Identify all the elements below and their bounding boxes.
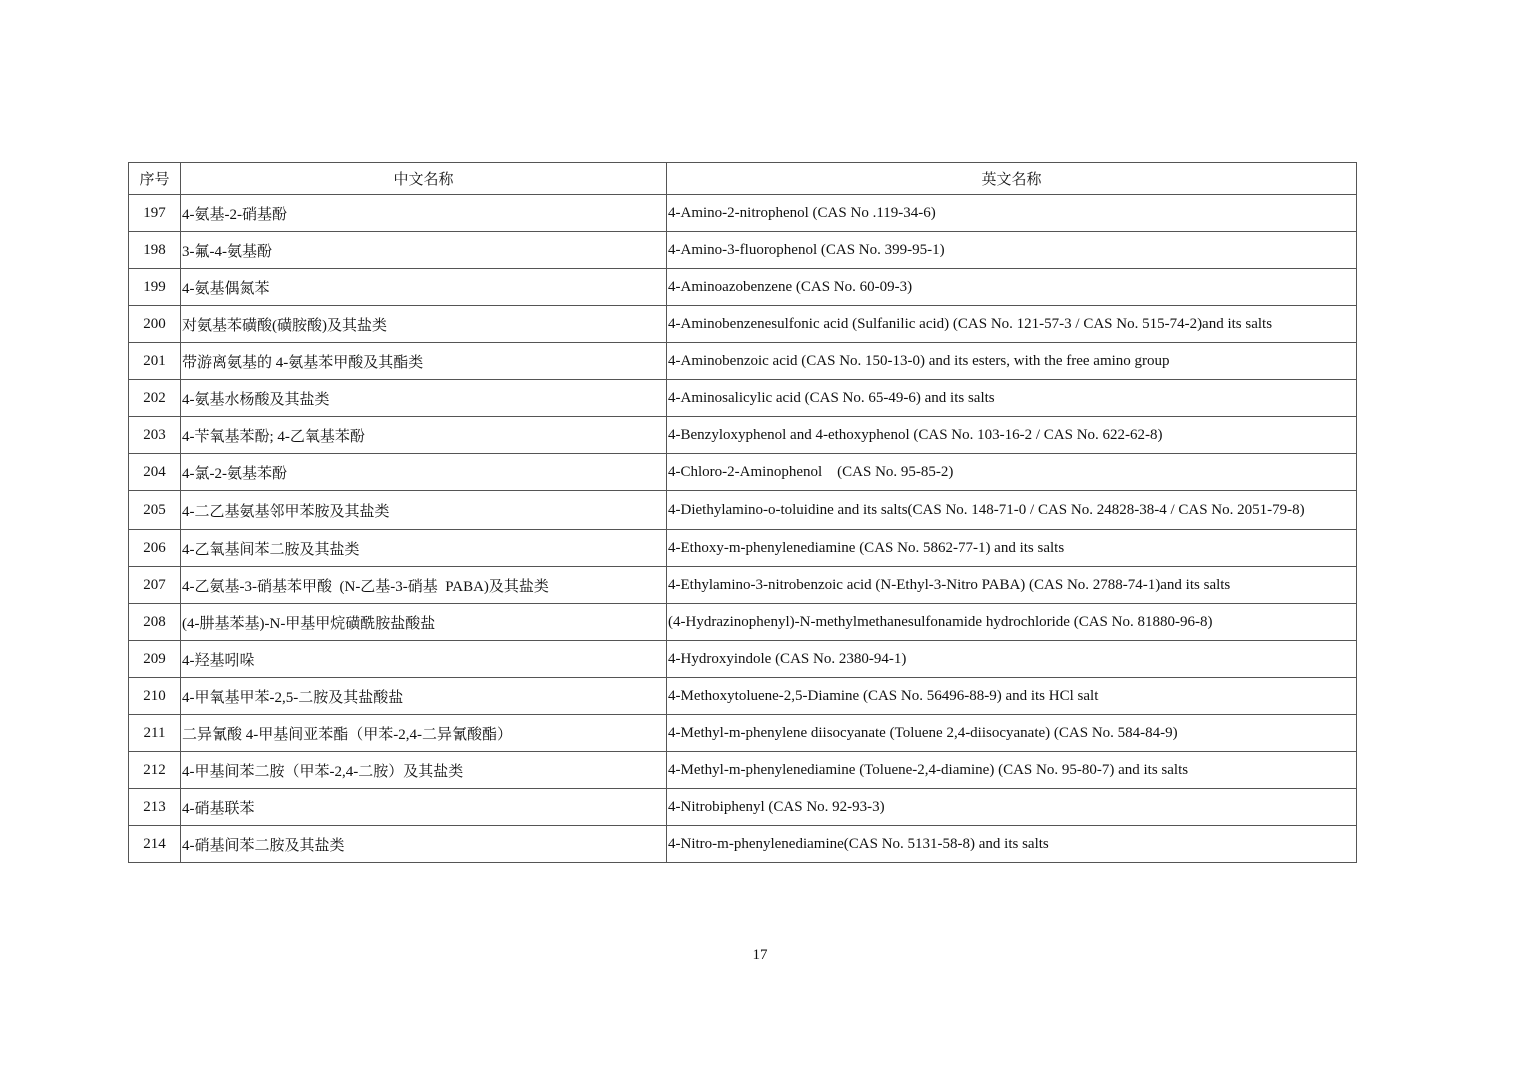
- row-serial-number: 206: [129, 530, 181, 567]
- header-chinese-name: 中文名称: [181, 163, 667, 195]
- table-row: [129, 269, 1357, 306]
- row-english-name: 4-Aminobenzenesulfonic acid (Sulfanilic acid) (CAS No. 121-57-3 / CAS No. 515-74-2)and its salts: [667, 306, 1357, 343]
- row-serial-number: 203: [129, 417, 181, 454]
- row-serial-number: 202: [129, 380, 181, 417]
- table-header-row: [129, 163, 1357, 195]
- row-chinese-name: 4-氯-2-氨基苯酚: [181, 454, 667, 491]
- row-english-name: 4-Amino-2-nitrophenol (CAS No .119-34-6): [667, 195, 1357, 232]
- table-row: [129, 641, 1357, 678]
- row-chinese-name: 4-苄氧基苯酚; 4-乙氧基苯酚: [181, 417, 667, 454]
- row-serial-number: 207: [129, 567, 181, 604]
- row-serial-number: 199: [129, 269, 181, 306]
- row-english-name: 4-Benzyloxyphenol and 4-ethoxyphenol (CAS No. 103-16-2 / CAS No. 622-62-8): [667, 417, 1357, 454]
- row-english-name: (4-Hydrazinophenyl)-N-methylmethanesulfonamide hydrochloride (CAS No. 81880-96-8): [667, 604, 1357, 641]
- row-serial-number: 201: [129, 343, 181, 380]
- table-row: [129, 232, 1357, 269]
- table-row: [129, 343, 1357, 380]
- row-serial-number: 197: [129, 195, 181, 232]
- table-row: [129, 826, 1357, 863]
- row-chinese-name: 4-氨基偶氮苯: [181, 269, 667, 306]
- row-english-name: 4-Hydroxyindole (CAS No. 2380-94-1): [667, 641, 1357, 678]
- row-english-name: 4-Methyl-m-phenylenediamine (Toluene-2,4-diamine) (CAS No. 95-80-7) and its salts: [667, 752, 1357, 789]
- row-chinese-name: (4-肼基苯基)-N-甲基甲烷磺酰胺盐酸盐: [181, 604, 667, 641]
- substance-table: [128, 162, 1357, 863]
- row-english-name: 4-Aminobenzoic acid (CAS No. 150-13-0) and its esters, with the free amino group: [667, 343, 1357, 380]
- row-serial-number: 211: [129, 715, 181, 752]
- table-row: [129, 530, 1357, 567]
- row-serial-number: 212: [129, 752, 181, 789]
- row-serial-number: 210: [129, 678, 181, 715]
- row-chinese-name: 带游离氨基的 4-氨基苯甲酸及其酯类: [181, 343, 667, 380]
- row-english-name: 4-Diethylamino-o-toluidine and its salts(CAS No. 148-71-0 / CAS No. 24828-38-4 / CAS No. 2051-79-8): [667, 491, 1357, 530]
- table-row: [129, 789, 1357, 826]
- row-chinese-name: 4-二乙基氨基邻甲苯胺及其盐类: [181, 491, 667, 530]
- row-chinese-name: 4-氨基-2-硝基酚: [181, 195, 667, 232]
- table-row: [129, 380, 1357, 417]
- row-serial-number: 200: [129, 306, 181, 343]
- row-english-name: 4-Methyl-m-phenylene diisocyanate (Toluene 2,4-diisocyanate) (CAS No. 584-84-9): [667, 715, 1357, 752]
- row-english-name: 4-Chloro-2-Aminophenol (CAS No. 95-85-2): [667, 454, 1357, 491]
- table-row: [129, 678, 1357, 715]
- table-row: [129, 567, 1357, 604]
- row-serial-number: 205: [129, 491, 181, 530]
- table-row: [129, 306, 1357, 343]
- row-english-name: 4-Aminoazobenzene (CAS No. 60-09-3): [667, 269, 1357, 306]
- row-chinese-name: 对氨基苯磺酸(磺胺酸)及其盐类: [181, 306, 667, 343]
- page-number: 17: [752, 947, 768, 963]
- table-row: [129, 715, 1357, 752]
- row-english-name: 4-Nitro-m-phenylenediamine(CAS No. 5131-58-8) and its salts: [667, 826, 1357, 863]
- row-english-name: 4-Amino-3-fluorophenol (CAS No. 399-95-1): [667, 232, 1357, 269]
- row-chinese-name: 4-硝基联苯: [181, 789, 667, 826]
- row-english-name: 4-Nitrobiphenyl (CAS No. 92-93-3): [667, 789, 1357, 826]
- table-row: [129, 752, 1357, 789]
- row-serial-number: 208: [129, 604, 181, 641]
- header-english-name: 英文名称: [667, 163, 1357, 195]
- row-serial-number: 214: [129, 826, 181, 863]
- row-chinese-name: 4-羟基吲哚: [181, 641, 667, 678]
- row-serial-number: 209: [129, 641, 181, 678]
- row-english-name: 4-Aminosalicylic acid (CAS No. 65-49-6) and its salts: [667, 380, 1357, 417]
- row-english-name: 4-Methoxytoluene-2,5-Diamine (CAS No. 56496-88-9) and its HCl salt: [667, 678, 1357, 715]
- row-chinese-name: 4-甲基间苯二胺（甲苯-2,4-二胺）及其盐类: [181, 752, 667, 789]
- table-row: [129, 604, 1357, 641]
- row-chinese-name: 3-氟-4-氨基酚: [181, 232, 667, 269]
- row-chinese-name: 4-氨基水杨酸及其盐类: [181, 380, 667, 417]
- row-serial-number: 213: [129, 789, 181, 826]
- header-serial-number: 序号: [129, 163, 181, 195]
- table-row: [129, 195, 1357, 232]
- row-chinese-name: 4-乙氧基间苯二胺及其盐类: [181, 530, 667, 567]
- row-chinese-name: 4-硝基间苯二胺及其盐类: [181, 826, 667, 863]
- row-english-name: 4-Ethoxy-m-phenylenediamine (CAS No. 5862-77-1) and its salts: [667, 530, 1357, 567]
- row-english-name: 4-Ethylamino-3-nitrobenzoic acid (N-Ethyl-3-Nitro PABA) (CAS No. 2788-74-1)and its salts: [667, 567, 1357, 604]
- table-row: [129, 417, 1357, 454]
- row-chinese-name: 4-乙氨基-3-硝基苯甲酸 (N-乙基-3-硝基 PABA)及其盐类: [181, 567, 667, 604]
- row-serial-number: 204: [129, 454, 181, 491]
- row-serial-number: 198: [129, 232, 181, 269]
- row-chinese-name: 二异氰酸 4-甲基间亚苯酯（甲苯-2,4-二异氰酸酯）: [181, 715, 667, 752]
- table-row: [129, 454, 1357, 491]
- row-chinese-name: 4-甲氧基甲苯-2,5-二胺及其盐酸盐: [181, 678, 667, 715]
- table-row: [129, 491, 1357, 530]
